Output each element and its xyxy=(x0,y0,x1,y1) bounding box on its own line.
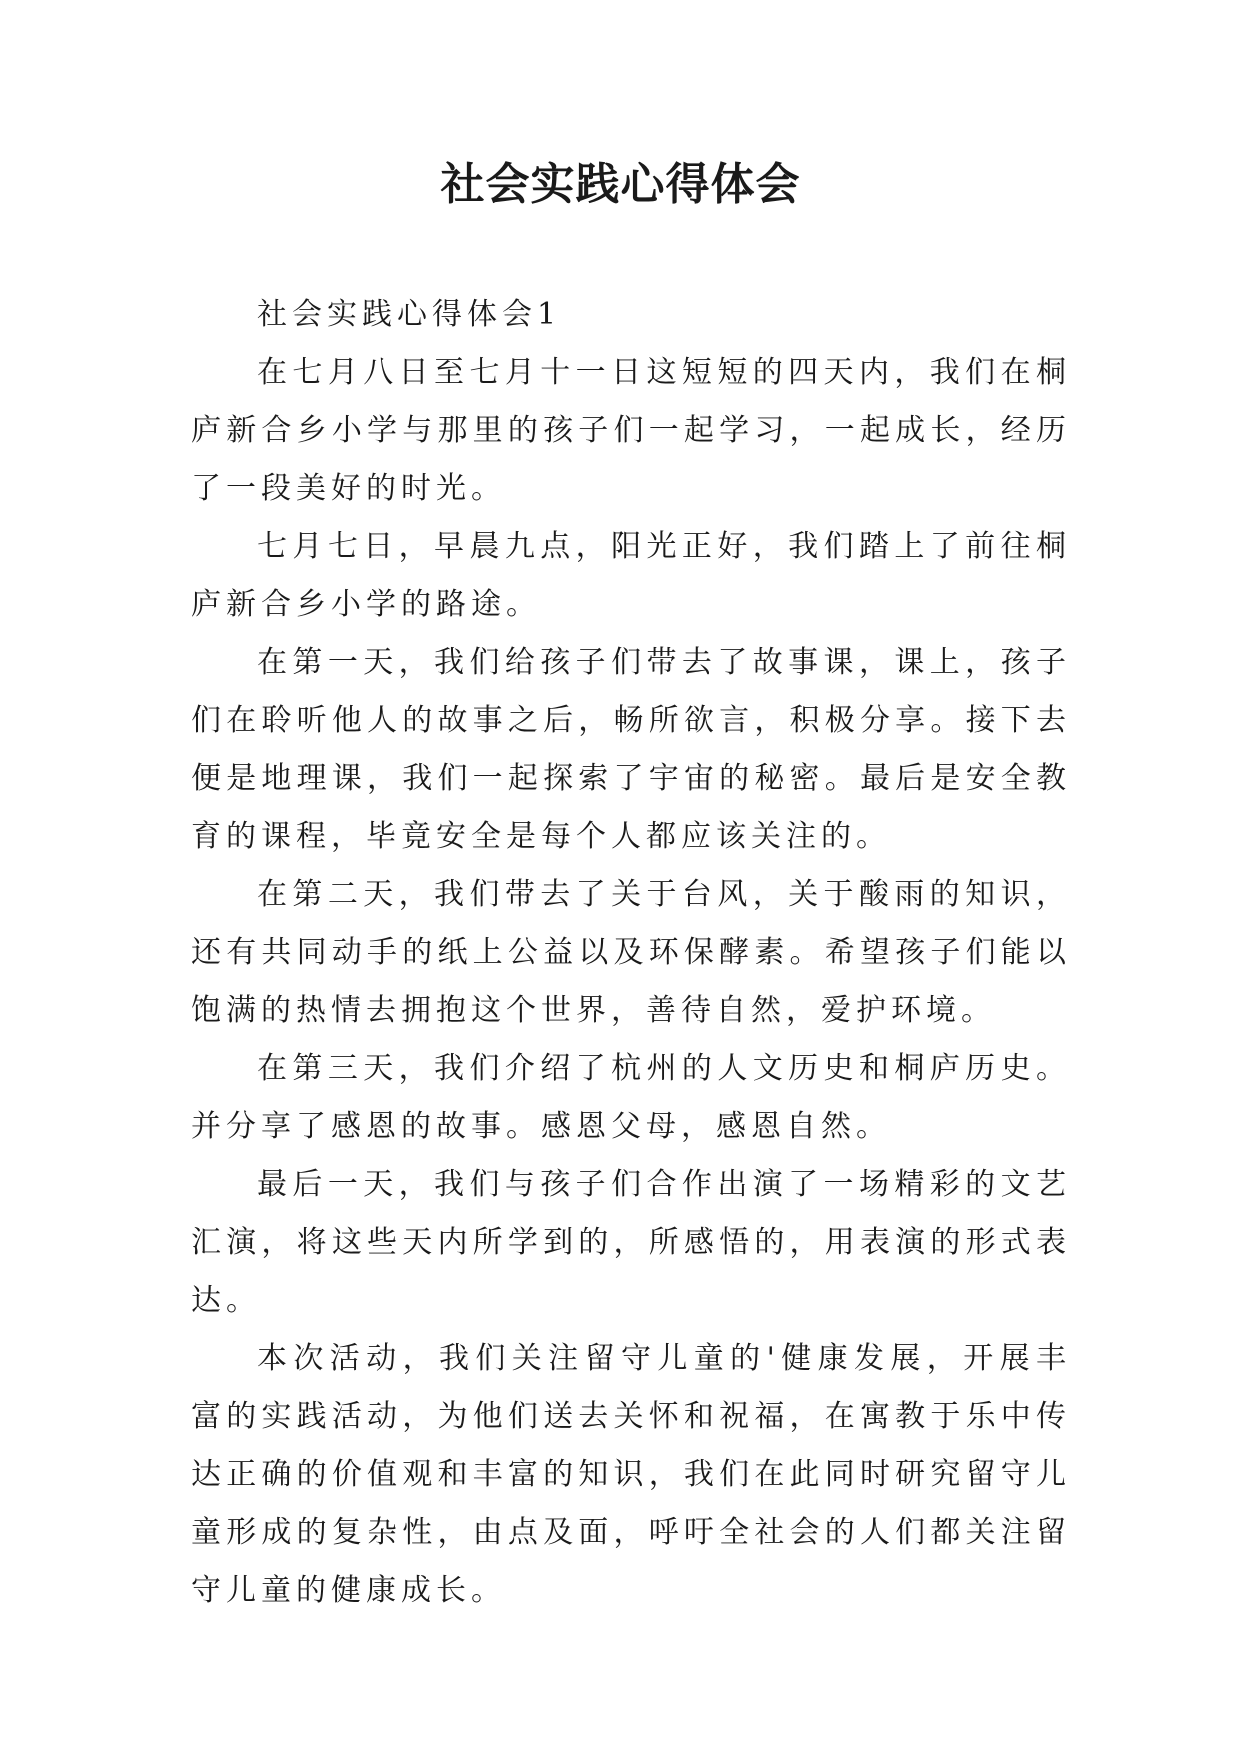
section-heading: 社会实践心得体会1 xyxy=(257,297,562,332)
document-body xyxy=(191,286,1071,1620)
paragraph: 在第一天，我们给孩子们带去了故事课，课上，孩子们在聆听他人的故事之后，畅所欲言，积极分享。接下去便是地理课，我们一起探索了宇宙的秘密。最后是安全教育的课程，毕竟安全是每个人都应该关注的。 xyxy=(191,645,1071,854)
paragraph: 七月七日，早晨九点，阳光正好，我们踏上了前往桐庐新合乡小学的路途。 xyxy=(191,529,1071,622)
paragraph: 在第二天，我们带去了关于台风，关于酸雨的知识，还有共同动手的纸上公益以及环保酵素。希望孩子们能以饱满的热情去拥抱这个世界，善待自然，爱护环境。 xyxy=(191,877,1071,1028)
document-title: 社会实践心得体会 xyxy=(440,159,801,210)
paragraph: 在第三天，我们介绍了杭州的人文历史和桐庐历史。并分享了感恩的故事。感恩父母，感恩自然。 xyxy=(191,1051,1071,1144)
paragraph: 最后一天，我们与孩子们合作出演了一场精彩的文艺汇演，将这些天内所学到的，所感悟的，用表演的形式表达。 xyxy=(191,1167,1071,1318)
paragraph: 在七月八日至七月十一日这短短的四天内，我们在桐庐新合乡小学与那里的孩子们一起学习，一起成长，经历了一段美好的时光。 xyxy=(191,355,1071,506)
paragraph: 本次活动，我们关注留守儿童的'健康发展，开展丰富的实践活动，为他们送去关怀和祝福，在寓教于乐中传达正确的价值观和丰富的知识，我们在此同时研究留守儿童形成的复杂性，由点及面，呼吁全社会的人们都关注留守儿童的健康成长。 xyxy=(191,1341,1071,1608)
